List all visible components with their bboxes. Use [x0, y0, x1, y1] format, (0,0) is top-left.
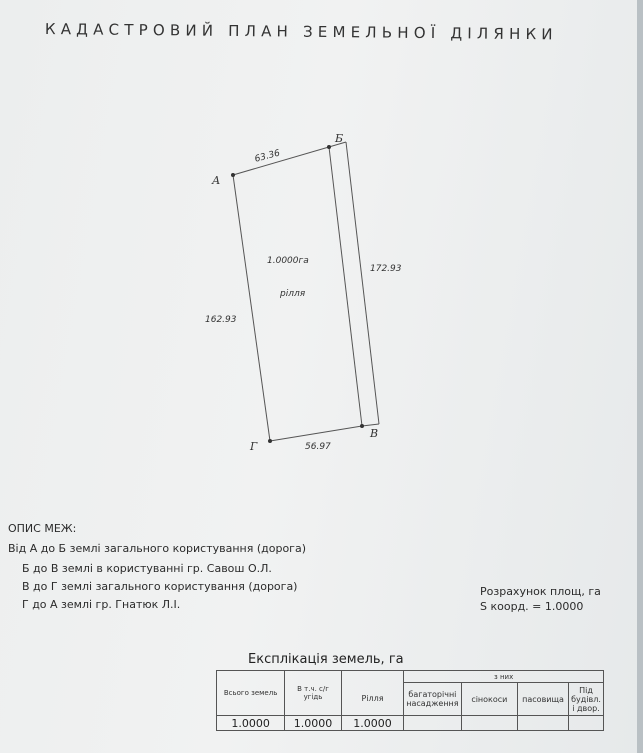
boundary-line-3: В до Г землі загального користування (дорога) — [22, 580, 298, 593]
value-arable: 1.0000 — [341, 716, 403, 731]
boundary-line-2: Б до В землі в користуванні гр. Савош О.Л. — [22, 562, 272, 575]
explication-table — [216, 670, 604, 731]
value-perennial — [404, 716, 461, 731]
header-total: Всього земель — [217, 671, 285, 716]
dimension-bc: 172.93 — [370, 264, 402, 274]
point-c-marker — [360, 424, 364, 428]
header-buildings: Під будівл. і двор. — [568, 683, 603, 716]
value-pastures — [518, 716, 569, 731]
explication-title: Експлікація земель, га — [248, 652, 404, 667]
inner-strip-line — [329, 147, 362, 426]
value-hayfields — [461, 716, 518, 731]
boundary-line-1: Від А до Б землі загального користування (дорога) — [8, 542, 306, 555]
point-b-label: Б — [335, 132, 344, 145]
value-buildings — [568, 716, 603, 731]
header-pastures: пасовища — [518, 683, 569, 716]
parcel-outline — [233, 142, 379, 441]
area-label: 1.0000га — [267, 256, 309, 266]
area-calc-line: S коорд. = 1.0000 — [480, 600, 584, 613]
value-agri: 1.0000 — [285, 716, 342, 731]
point-d-label: Г — [250, 440, 258, 453]
boundaries-heading: ОПИС МЕЖ: — [8, 522, 77, 535]
land-type-label: рілля — [280, 289, 306, 299]
page-title: КАДАСТРОВИЙ ПЛАН ЗЕМЕЛЬНОЇ ДІЛЯНКИ — [44, 20, 558, 44]
value-total: 1.0000 — [217, 716, 285, 731]
header-arable: Рілля — [341, 683, 403, 716]
boundary-line-4: Г до А землі гр. Гнатюк Л.І. — [22, 598, 181, 611]
header-of-them: з них — [404, 671, 604, 683]
point-b-marker — [327, 145, 331, 149]
dimension-cd: 56.97 — [305, 442, 331, 452]
header-hayfields: сінокоси — [461, 683, 518, 716]
header-perennial: багаторічні насадження — [404, 683, 461, 716]
boundary-c-edge — [362, 424, 379, 426]
point-c-label: В — [370, 427, 379, 440]
table-row — [217, 716, 604, 731]
header-agri: В т.ч. с/г угідь — [285, 671, 342, 716]
point-d-marker — [268, 439, 272, 443]
boundary-da — [233, 175, 270, 441]
boundary-cd — [270, 426, 362, 441]
dimension-da: 162.93 — [205, 315, 237, 325]
area-calc-title: Розрахунок площ, га — [480, 585, 601, 598]
boundary-bc — [346, 142, 379, 424]
dimension-ab: 63.36 — [253, 148, 282, 165]
point-a-label: А — [212, 174, 221, 187]
point-a-marker — [231, 173, 235, 177]
